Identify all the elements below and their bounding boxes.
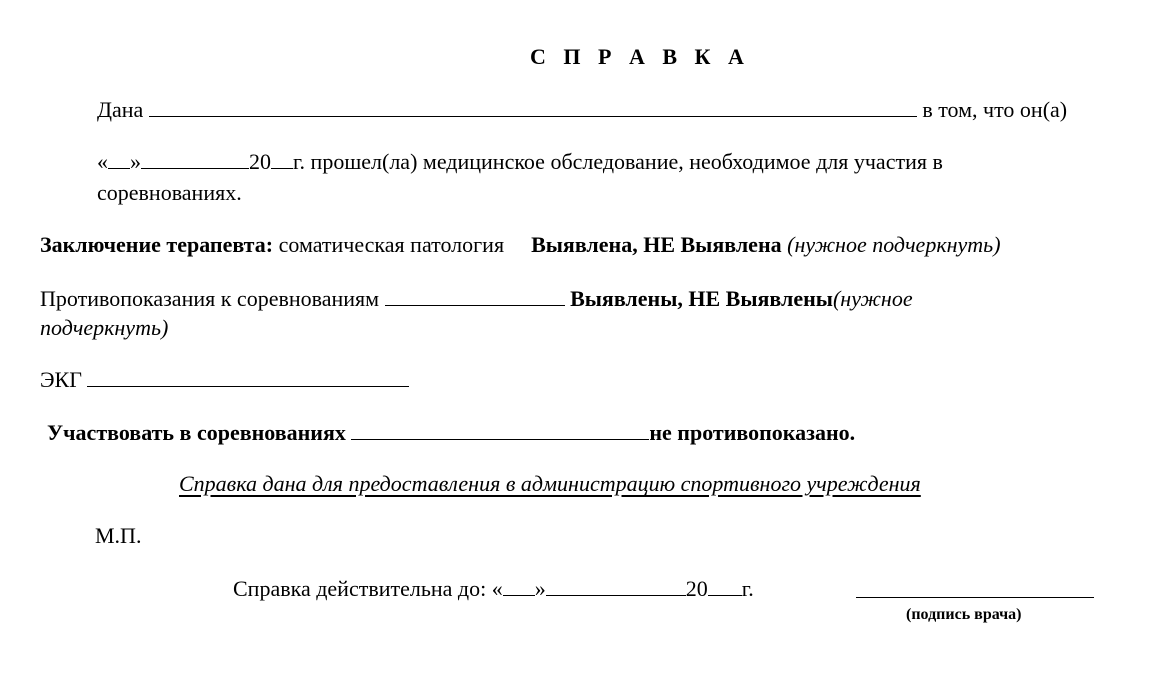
contra-note-2: подчеркнуть) [40,315,169,340]
ecg-label: ЭКГ [40,367,82,392]
conclusion-line [40,232,1001,258]
exam-line [97,148,943,175]
conclusion-label: Заключение терапевта: [40,232,274,257]
exam-quote-open: « [97,149,108,174]
exam-text: г. прошел(ла) медицинское обследование, необходимое для участия в [293,149,943,174]
signature-field[interactable] [856,597,1094,598]
participate-line [47,419,855,446]
signature-caption: (подпись врача) [906,606,1022,623]
exam-quote-close: » [130,149,141,174]
document-title: С П Р А В К А [530,44,750,69]
contra-options: Выявлены, НЕ Выявлены [570,286,833,311]
contra-label: Противопоказания к соревнованиям [40,286,380,311]
exam-year-prefix: 20 [249,149,271,174]
ecg-line [40,366,409,393]
purpose-text: Справка дана для предоставления в администрацию спортивного учреждения [179,471,921,496]
valid-line [233,575,754,602]
participate-field[interactable] [351,419,649,440]
ecg-field[interactable] [87,366,409,387]
exam-line-2: соревнованиях. [97,180,242,205]
participate-label: Участвовать в соревнованиях [47,420,346,445]
stamp-label: М.П. [95,523,142,548]
contra-note: (нужное [832,286,913,311]
given-suffix: в том, что он(а) [922,97,1068,122]
valid-year-suffix: г. [741,576,754,601]
exam-day-field[interactable] [108,148,130,169]
valid-year-field[interactable] [708,575,742,596]
conclusion-text: соматическая патология [278,232,505,257]
valid-label: Справка действительна до: « [233,576,503,601]
valid-month-field[interactable] [546,575,686,596]
valid-quote-close: » [534,576,546,601]
exam-year-field[interactable] [271,148,293,169]
valid-day-field[interactable] [503,575,535,596]
conclusion-options: Выявлена, НЕ Выявлена [531,232,782,257]
given-name-field[interactable] [149,96,917,117]
contra-line [40,285,913,312]
valid-year-prefix: 20 [685,576,708,601]
exam-month-field[interactable] [141,148,249,169]
given-label: Дана [97,97,144,122]
participate-suffix: не противопоказано. [649,420,856,445]
conclusion-note: (нужное подчеркнуть) [787,232,1001,257]
contra-field[interactable] [385,285,565,306]
given-line [97,96,1067,123]
